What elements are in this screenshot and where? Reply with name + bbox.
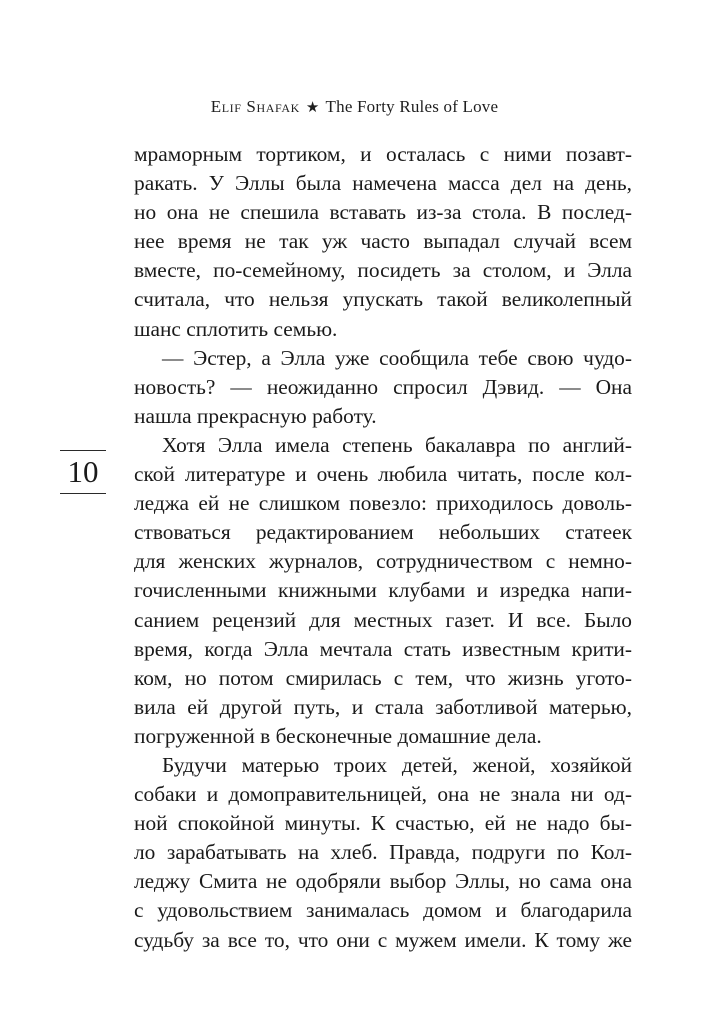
running-head (0, 97, 709, 117)
body-text (134, 140, 632, 955)
text-line: ной спокойной минуты. К счастью, ей не надо бы- (134, 811, 632, 836)
text-line: Хотя Элла имела степень бакалавра по англий- (162, 432, 632, 457)
running-head-author: Elif Shafak (210, 97, 300, 116)
text-line: ло зарабатывать на хлеб. Правда, подруги по Кол- (134, 840, 632, 865)
page-number: 10 (67, 454, 99, 489)
text-line: мраморным тортиком, и осталась с ними позавт- (134, 142, 632, 166)
text-line: считала, что нельзя упускать такой великолепный (134, 287, 632, 312)
text-line: шанс сплотить семью. (134, 316, 338, 341)
text-line: нее время не так уж часто выпадал случай всем (134, 229, 632, 254)
text-line: гочисленными книжными клубами и изредка напи- (134, 578, 632, 603)
text-line: новость? — неожиданно спросил Дэвид. — Она (134, 374, 632, 399)
running-head-title: The Forty Rules of Love (325, 97, 499, 116)
text-line: но она не спешила вставать из-за стола. В послед- (134, 200, 632, 225)
text-line: леджа ей не слишком повезло: приходилось доволь- (134, 491, 632, 516)
text-line: нашла прекрасную работу. (134, 403, 377, 428)
text-line: ской литературе и очень любила читать, после кол- (134, 462, 632, 487)
text-line: санием рецензий для местных газет. И все. Было (134, 607, 632, 632)
star-separator-icon: ★ (305, 100, 320, 116)
text-line: погруженной в бесконечные домашние дела. (134, 723, 542, 748)
text-line: судьбу за все то, что они с мужем имели. К тому же (134, 927, 632, 952)
text-line: вила ей другой путь, и стала заботливой матерью, (134, 694, 632, 719)
page-number-bottom-rule (60, 493, 106, 494)
text-line: вместе, по-семейному, посидеть за столом, и Элла (134, 258, 632, 283)
text-line: Будучи матерью троих детей, женой, хозяйкой (162, 752, 632, 777)
text-line: ком, но потом смирилась с тем, что жизнь угото- (134, 665, 632, 690)
text-line: для женских журналов, сотрудничеством с немно- (134, 549, 632, 574)
text-line: время, когда Элла мечтала стать известным крити- (134, 636, 632, 661)
text-line: леджу Смита не одобряли выбор Эллы, но сама она (134, 869, 632, 894)
text-line: собаки и домоправительницей, она не знала ни од- (134, 782, 632, 807)
text-line: с удовольствием занималась домом и благодарила (134, 898, 632, 923)
text-line: ствоваться редактированием небольших статеек (134, 520, 632, 545)
text-line: — Эстер, а Элла уже сообщила тебе свою чудо- (162, 345, 632, 370)
text-line: ракать. У Эллы была намечена масса дел на день, (134, 171, 632, 196)
page-number-block (60, 450, 106, 494)
